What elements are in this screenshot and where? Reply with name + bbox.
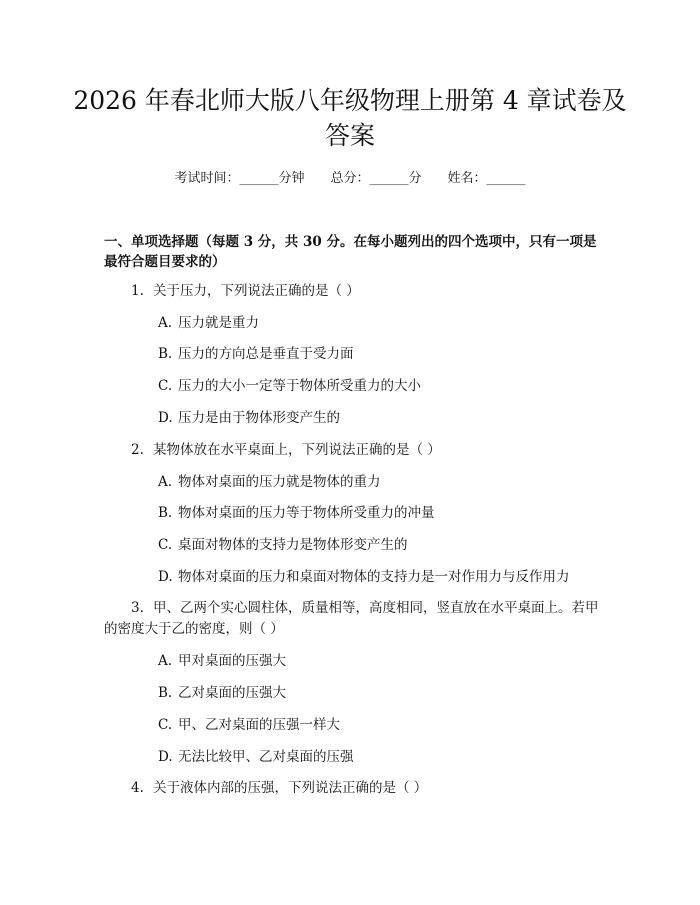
option-text: 压力就是重力 [178, 315, 259, 331]
question-3-option-a [158, 651, 286, 671]
question-2-option-c [158, 535, 408, 555]
option-letter: C. [158, 537, 173, 553]
question-2-option-b [158, 503, 435, 523]
question-number: 2. [131, 442, 144, 458]
question-1 [131, 281, 360, 301]
option-text: 甲对桌面的压强大 [178, 653, 286, 669]
option-letter: D. [158, 410, 173, 426]
option-letter: B. [158, 685, 173, 701]
question-3 [104, 598, 604, 640]
option-text: 无法比较甲、乙对桌面的压强 [178, 749, 354, 765]
option-letter: A. [158, 474, 173, 490]
option-letter: A. [158, 653, 173, 669]
option-letter: D. [158, 569, 173, 585]
question-text: 关于液体内部的压强，下列说法正确的是（ ） [153, 780, 428, 796]
question-1-option-b [158, 344, 354, 364]
question-1-option-c [158, 376, 421, 396]
exam-info-line: 考试时间：______分钟 总分：______分 姓名：______ [174, 171, 526, 186]
option-letter: C. [158, 378, 173, 394]
option-text: 物体对桌面的压力等于物体所受重力的冲量 [178, 505, 435, 521]
question-1-option-a [158, 313, 259, 333]
question-3-option-c [158, 715, 340, 735]
question-text: 甲、乙两个实心圆柱体，质量相等，高度相同，竖直放在水平桌面上。若甲的密度大于乙的密度，则（ ） [104, 600, 599, 637]
question-3-option-b [158, 683, 286, 703]
question-number: 1. [131, 283, 144, 299]
question-number: 3. [131, 600, 144, 616]
question-number: 4. [131, 780, 144, 796]
question-text: 某物体放在水平桌面上，下列说法正确的是（ ） [153, 442, 441, 458]
question-text: 关于压力，下列说法正确的是（ ） [153, 283, 360, 299]
option-letter: B. [158, 505, 173, 521]
option-text: 压力的大小一定等于物体所受重力的大小 [178, 378, 421, 394]
option-letter: C. [158, 717, 173, 733]
option-text: 甲、乙对桌面的压强一样大 [178, 717, 340, 733]
question-2-option-d [158, 567, 570, 587]
question-3-option-d [158, 747, 354, 767]
option-letter: A. [158, 315, 173, 331]
exam-title: 2026 年春北师大版八年级物理上册第 4 章试卷及答案 [73, 86, 627, 150]
option-text: 乙对桌面的压强大 [178, 685, 286, 701]
option-text: 物体对桌面的压力就是物体的重力 [178, 474, 381, 490]
section-heading-single-choice: 一、单项选择题（每题 3 分，共 30 分。在每小题列出的四个选项中，只有一项是最符合题目要求的） [104, 234, 597, 270]
option-text: 压力的方向总是垂直于受力面 [178, 346, 354, 362]
question-2 [131, 440, 441, 460]
option-letter: D. [158, 749, 173, 765]
question-2-option-a [158, 472, 381, 492]
option-text: 压力是由于物体形变产生的 [178, 410, 340, 426]
question-4 [131, 778, 427, 798]
option-text: 物体对桌面的压力和桌面对物体的支持力是一对作用力与反作用力 [178, 569, 570, 585]
option-text: 桌面对物体的支持力是物体形变产生的 [178, 537, 408, 553]
option-letter: B. [158, 346, 173, 362]
question-1-option-d [158, 408, 340, 428]
